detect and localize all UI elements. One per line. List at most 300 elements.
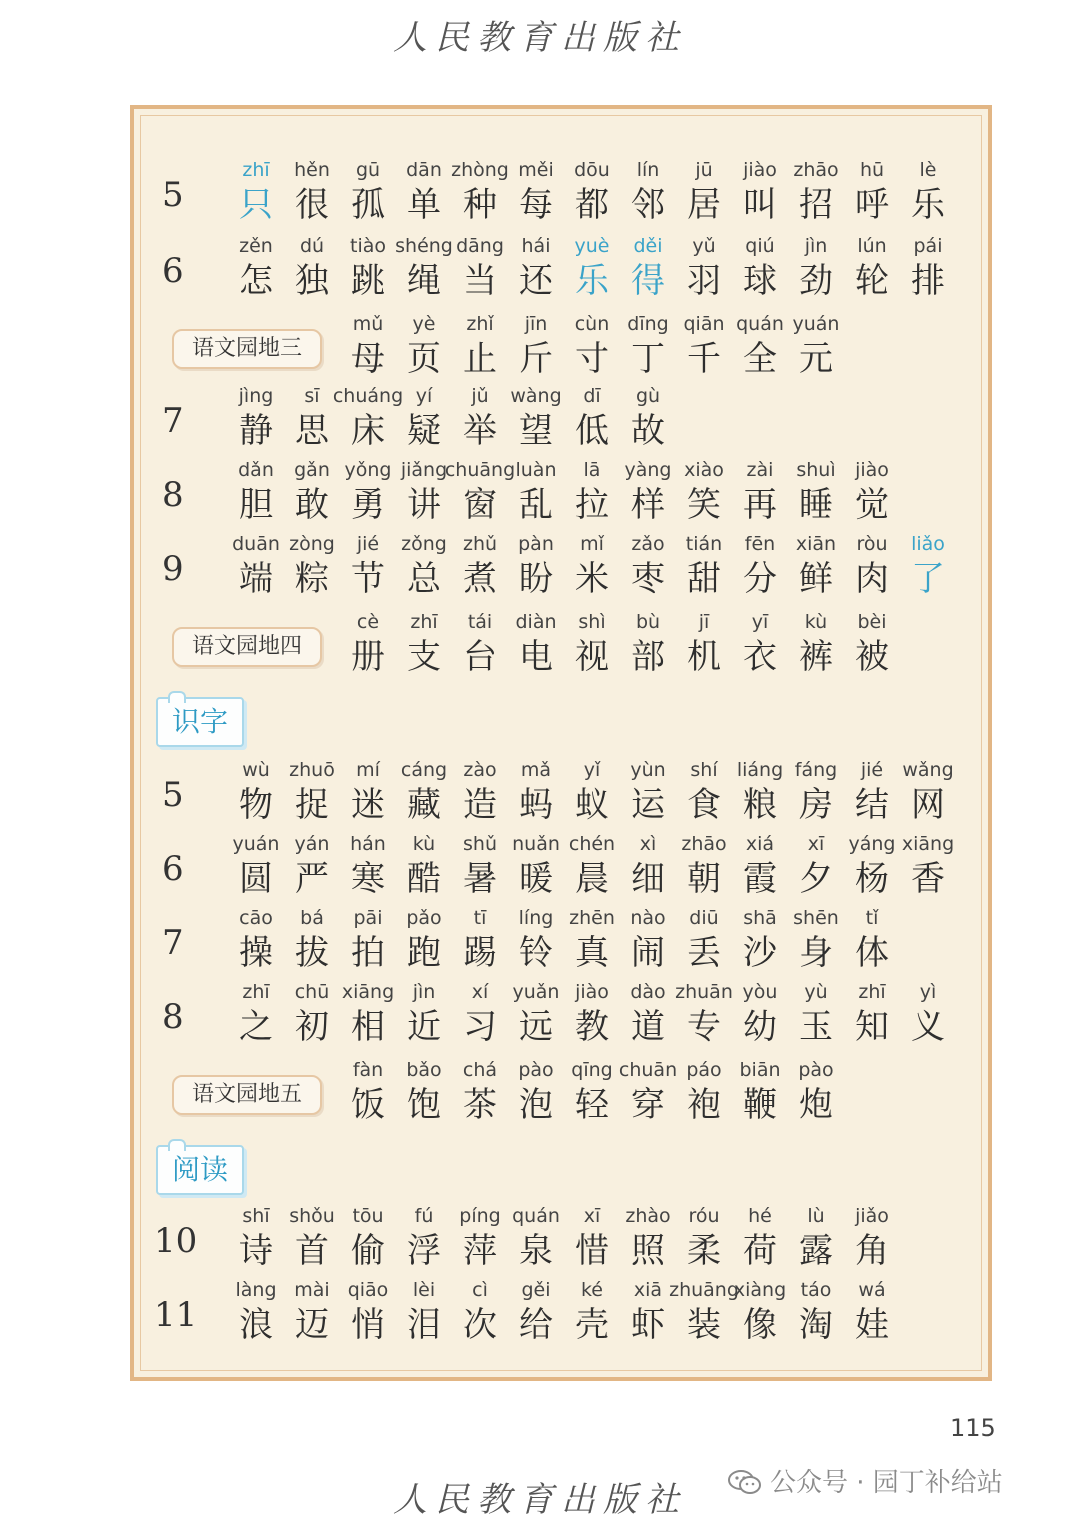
hanzi: 杨: [855, 859, 889, 899]
wechat-watermark: [728, 1462, 1003, 1502]
lesson-number: 7: [162, 401, 184, 441]
character-cell: [620, 383, 676, 453]
publisher-logo-top: 人民教育出版社: [393, 18, 687, 58]
pinyin: lā: [583, 459, 601, 481]
pinyin: xiāng: [901, 833, 955, 855]
character-cell: [900, 531, 956, 601]
hanzi: 胆: [239, 485, 273, 525]
hanzi: 铃: [519, 933, 553, 973]
hanzi: 泉: [519, 1231, 553, 1271]
pinyin: sī: [304, 385, 320, 407]
hanzi: 霞: [743, 859, 777, 899]
character-table-frame: [130, 105, 992, 1381]
hanzi: 种: [463, 185, 497, 225]
hanzi: 讲: [407, 485, 441, 525]
pinyin: táo: [800, 1279, 832, 1301]
hanzi: 居: [687, 185, 721, 225]
hanzi: 招: [799, 185, 833, 225]
pinyin: jiào: [855, 459, 889, 481]
hanzi: 夕: [799, 859, 833, 899]
hanzi: 酷: [407, 859, 441, 899]
hanzi: 羽: [687, 261, 721, 301]
pinyin: zhǐ: [466, 313, 494, 335]
character-cell: [844, 905, 900, 975]
pinyin: dú: [299, 235, 325, 257]
pinyin: jiǎo: [855, 1205, 889, 1227]
hanzi: 网: [911, 785, 945, 825]
pinyin: lún: [857, 235, 887, 257]
hanzi: 造: [463, 785, 497, 825]
pinyin: yǒng: [344, 459, 392, 481]
pinyin: quán: [736, 313, 784, 335]
pinyin: jìn: [804, 235, 828, 257]
hanzi: 怎: [239, 261, 273, 301]
hanzi: 朝: [687, 859, 721, 899]
pinyin: shǔ: [463, 833, 497, 855]
hanzi: 当: [463, 261, 497, 301]
pinyin: zhī: [410, 611, 438, 633]
hanzi: 食: [687, 785, 721, 825]
hanzi: 孤: [351, 185, 385, 225]
hanzi: 母: [351, 339, 385, 379]
pinyin: shì: [578, 611, 606, 633]
hanzi: 晨: [575, 859, 609, 899]
hanzi: 寒: [351, 859, 385, 899]
hanzi: 露: [799, 1231, 833, 1271]
pinyin: pào: [798, 1059, 834, 1081]
hanzi: 萍: [463, 1231, 497, 1271]
pinyin: mài: [294, 1279, 330, 1301]
hanzi: 再: [743, 485, 777, 525]
pinyin: cùn: [574, 313, 610, 335]
hanzi: 义: [911, 1007, 945, 1047]
pinyin: hán: [350, 833, 386, 855]
hanzi: 拉: [575, 485, 609, 525]
pinyin: cāo: [239, 907, 273, 929]
character-cell: [788, 1057, 844, 1127]
pinyin: tián: [685, 533, 723, 555]
character-row: [134, 609, 996, 679]
hanzi: 拔: [295, 933, 329, 973]
hanzi: 装: [687, 1305, 721, 1345]
pinyin: wǎng: [902, 759, 954, 781]
hanzi: 乐: [575, 261, 609, 301]
hanzi: 专: [687, 1007, 721, 1047]
watermark-text: 公众号 · 园丁补给站: [770, 1468, 1003, 1498]
pinyin: dī: [583, 385, 601, 407]
pinyin: yǐ: [583, 759, 601, 781]
pinyin: hái: [521, 235, 551, 257]
hanzi: 暑: [463, 859, 497, 899]
hanzi: 单: [407, 185, 441, 225]
hanzi: 悄: [351, 1305, 385, 1345]
pinyin: liǎo: [911, 533, 945, 555]
hanzi: 乱: [519, 485, 553, 525]
pinyin: qiān: [683, 313, 725, 335]
pinyin: zhāo: [681, 833, 727, 855]
hanzi: 角: [855, 1231, 889, 1271]
hanzi: 勇: [351, 485, 385, 525]
hanzi: 床: [351, 411, 385, 451]
chinese-garden-label: 语文园地三: [172, 329, 322, 369]
pinyin: xiào: [684, 459, 724, 481]
pinyin: lè: [919, 159, 937, 181]
character-cell: [844, 457, 900, 527]
pinyin: nuǎn: [512, 833, 560, 855]
pinyin: zào: [463, 759, 497, 781]
pinyin: páo: [686, 1059, 722, 1081]
hanzi: 呼: [855, 185, 889, 225]
pinyin: mǔ: [352, 313, 384, 335]
chinese-garden-label: 语文园地四: [172, 627, 322, 667]
hanzi: 叫: [743, 185, 777, 225]
hanzi: 香: [911, 859, 945, 899]
pinyin: měi: [518, 159, 554, 181]
pinyin: bù: [635, 611, 661, 633]
pinyin: yù: [804, 981, 828, 1003]
pinyin: pāi: [353, 907, 383, 929]
pinyin: luàn: [515, 459, 557, 481]
hanzi: 照: [631, 1231, 665, 1271]
pinyin: biān: [739, 1059, 781, 1081]
pinyin: xiāng: [341, 981, 395, 1003]
publisher-logo-bottom: 人民教育出版社: [393, 1480, 687, 1520]
pinyin: kù: [412, 833, 436, 855]
pinyin: shí: [690, 759, 718, 781]
hanzi: 排: [911, 261, 945, 301]
pinyin: jié: [356, 533, 380, 555]
hanzi: 邻: [631, 185, 665, 225]
hanzi: 暖: [519, 859, 553, 899]
hanzi: 静: [239, 411, 273, 451]
hanzi: 真: [575, 933, 609, 973]
pinyin: zhào: [625, 1205, 671, 1227]
hanzi: 部: [631, 637, 665, 677]
hanzi: 泪: [407, 1305, 441, 1345]
pinyin: zhuāng: [669, 1279, 739, 1301]
hanzi: 袍: [687, 1085, 721, 1125]
pinyin: yuán: [232, 833, 280, 855]
hanzi: 劲: [799, 261, 833, 301]
character-row: [134, 233, 996, 303]
hanzi: 册: [351, 637, 385, 677]
pinyin: wàng: [510, 385, 562, 407]
hanzi: 球: [743, 261, 777, 301]
pinyin: pái: [913, 235, 943, 257]
hanzi: 乐: [911, 185, 945, 225]
pinyin: zhēn: [569, 907, 615, 929]
lesson-number: 9: [162, 549, 184, 589]
hanzi: 荷: [743, 1231, 777, 1271]
pinyin: jū: [695, 159, 713, 181]
hanzi: 体: [855, 933, 889, 973]
pinyin: chén: [568, 833, 616, 855]
hanzi: 远: [519, 1007, 553, 1047]
hanzi: 诗: [239, 1231, 273, 1271]
pinyin: fàn: [352, 1059, 384, 1081]
character-row: [134, 531, 996, 601]
pinyin: xī: [807, 833, 825, 855]
hanzi: 斤: [519, 339, 553, 379]
pinyin: jiào: [743, 159, 777, 181]
pinyin: pào: [518, 1059, 554, 1081]
hanzi: 笑: [687, 485, 721, 525]
pinyin: ròu: [856, 533, 888, 555]
pinyin: róu: [688, 1205, 720, 1227]
lesson-number: 6: [162, 849, 184, 889]
hanzi: 视: [575, 637, 609, 677]
hanzi: 独: [295, 261, 329, 301]
pinyin: lín: [636, 159, 660, 181]
hanzi: 藏: [407, 785, 441, 825]
hanzi: 壳: [575, 1305, 609, 1345]
hanzi: 节: [351, 559, 385, 599]
hanzi: 玉: [799, 1007, 833, 1047]
character-cell: [900, 757, 956, 827]
pinyin: dān: [406, 159, 442, 181]
pinyin: dāng: [456, 235, 504, 257]
pinyin: yùn: [630, 759, 666, 781]
hanzi: 蚂: [519, 785, 553, 825]
hanzi: 给: [519, 1305, 553, 1345]
hanzi: 拍: [351, 933, 385, 973]
pinyin: cè: [356, 611, 380, 633]
hanzi: 茶: [463, 1085, 497, 1125]
hanzi: 饱: [407, 1085, 441, 1125]
pinyin: ké: [580, 1279, 603, 1301]
pinyin: tī: [473, 907, 487, 929]
hanzi: 幼: [743, 1007, 777, 1047]
hanzi: 结: [855, 785, 889, 825]
pinyin: yáng: [848, 833, 896, 855]
hanzi: 鞭: [743, 1085, 777, 1125]
hanzi: 千: [687, 339, 721, 379]
hanzi: 轮: [855, 261, 889, 301]
character-row: [134, 831, 996, 901]
pinyin: chuāng: [444, 459, 516, 481]
pinyin: qiú: [745, 235, 775, 257]
pinyin: zhī: [858, 981, 886, 1003]
pinyin: chuáng: [332, 385, 404, 407]
hanzi: 煮: [463, 559, 497, 599]
character-row: [134, 757, 996, 827]
hanzi: 初: [295, 1007, 329, 1047]
hanzi: 泡: [519, 1085, 553, 1125]
pinyin: líng: [518, 907, 554, 929]
pinyin: chū: [294, 981, 330, 1003]
pinyin: xí: [471, 981, 489, 1003]
pinyin: chuān: [618, 1059, 678, 1081]
hanzi: 敢: [295, 485, 329, 525]
hanzi: 偷: [351, 1231, 385, 1271]
lesson-number: 8: [162, 997, 184, 1037]
hanzi: 踢: [463, 933, 497, 973]
pinyin: wá: [858, 1279, 886, 1301]
pinyin: gū: [355, 159, 381, 181]
hanzi: 每: [519, 185, 553, 225]
pinyin: píng: [459, 1205, 501, 1227]
hanzi: 米: [575, 559, 609, 599]
hanzi: 电: [519, 637, 553, 677]
hanzi: 粽: [295, 559, 329, 599]
character-row: [134, 905, 996, 975]
pinyin: yè: [412, 313, 436, 335]
hanzi: 运: [631, 785, 665, 825]
pinyin: diū: [689, 907, 719, 929]
lesson-number: 6: [162, 251, 184, 291]
hanzi: 样: [631, 485, 665, 525]
character-cell: [900, 157, 956, 227]
pinyin: kù: [804, 611, 828, 633]
pinyin: fēn: [744, 533, 776, 555]
pinyin: tiào: [350, 235, 386, 257]
hanzi: 裤: [799, 637, 833, 677]
hanzi: 物: [239, 785, 273, 825]
hanzi: 被: [855, 637, 889, 677]
hanzi: 虾: [631, 1305, 665, 1345]
hanzi: 沙: [743, 933, 777, 973]
lesson-number: 5: [162, 175, 184, 215]
pinyin: gǎn: [294, 459, 330, 481]
pinyin: xiá: [745, 833, 775, 855]
pinyin: chá: [462, 1059, 498, 1081]
pinyin: yuè: [574, 235, 610, 257]
pinyin: jìng: [238, 385, 274, 407]
hanzi: 次: [463, 1305, 497, 1345]
pinyin: shuì: [796, 459, 836, 481]
pinyin: zěn: [239, 235, 273, 257]
lesson-number: 11: [154, 1295, 198, 1335]
hanzi: 总: [407, 559, 441, 599]
pinyin: dōu: [574, 159, 610, 181]
hanzi: 相: [351, 1007, 385, 1047]
pinyin: gěi: [521, 1279, 551, 1301]
hanzi: 机: [687, 637, 721, 677]
pinyin: gù: [635, 385, 661, 407]
hanzi: 全: [743, 339, 777, 379]
lesson-number: 7: [162, 923, 184, 963]
pinyin: děi: [633, 235, 663, 257]
hanzi: 只: [239, 185, 273, 225]
pinyin: zhī: [242, 981, 270, 1003]
pinyin: hū: [859, 159, 885, 181]
hanzi: 近: [407, 1007, 441, 1047]
pinyin: shéng: [395, 235, 453, 257]
pinyin: jié: [860, 759, 884, 781]
hanzi: 都: [575, 185, 609, 225]
hanzi: 睡: [799, 485, 833, 525]
hanzi: 分: [743, 559, 777, 599]
pinyin: diàn: [515, 611, 557, 633]
hanzi: 绳: [407, 261, 441, 301]
pinyin: bèi: [857, 611, 887, 633]
pinyin: quán: [512, 1205, 560, 1227]
hanzi: 很: [295, 185, 329, 225]
section-tab: 阅读: [156, 1145, 244, 1195]
pinyin: zǒng: [401, 533, 447, 555]
hanzi: 故: [631, 411, 665, 451]
hanzi: 思: [295, 411, 329, 451]
hanzi: 还: [519, 261, 553, 301]
hanzi: 习: [463, 1007, 497, 1047]
character-cell: [900, 233, 956, 303]
hanzi: 丢: [687, 933, 721, 973]
hanzi: 操: [239, 933, 273, 973]
pinyin: tái: [467, 611, 493, 633]
pinyin: xiā: [633, 1279, 663, 1301]
pinyin: shēn: [793, 907, 839, 929]
hanzi: 得: [631, 261, 665, 301]
hanzi: 饭: [351, 1085, 385, 1125]
pinyin: yǔ: [692, 235, 716, 257]
hanzi: 惜: [575, 1231, 609, 1271]
pinyin: yì: [919, 981, 937, 1003]
character-row: [134, 383, 996, 453]
pinyin: mǐ: [580, 533, 604, 555]
wechat-icon: [728, 1469, 762, 1495]
pinyin: jīn: [524, 313, 548, 335]
lesson-number: 8: [162, 475, 184, 515]
character-row: [134, 1277, 996, 1347]
character-row: [134, 157, 996, 227]
pinyin: mí: [356, 759, 380, 781]
character-row: [134, 457, 996, 527]
pinyin: yòu: [742, 981, 778, 1003]
character-cell: [900, 831, 956, 901]
character-row: [134, 1203, 996, 1273]
hanzi: 首: [295, 1231, 329, 1271]
pinyin: jī: [698, 611, 710, 633]
lesson-number: 5: [162, 775, 184, 815]
pinyin: yī: [751, 611, 769, 633]
pinyin: zhǔ: [462, 533, 498, 555]
hanzi: 低: [575, 411, 609, 451]
pinyin: xī: [583, 1205, 601, 1227]
hanzi: 细: [631, 859, 665, 899]
pinyin: wù: [242, 759, 270, 781]
hanzi: 穿: [631, 1085, 665, 1125]
hanzi: 身: [799, 933, 833, 973]
pinyin: zòng: [289, 533, 335, 555]
hanzi: 柔: [687, 1231, 721, 1271]
pinyin: zhuān: [675, 981, 733, 1003]
hanzi: 窗: [463, 485, 497, 525]
character-cell: [844, 1277, 900, 1347]
character-row: [134, 311, 996, 381]
character-row: [134, 1057, 996, 1127]
hanzi: 圆: [239, 859, 273, 899]
pinyin: zhāo: [793, 159, 839, 181]
hanzi: 觉: [855, 485, 889, 525]
hanzi: 跳: [351, 261, 385, 301]
pinyin: tōu: [352, 1205, 384, 1227]
pinyin: shā: [743, 907, 777, 929]
hanzi: 捉: [295, 785, 329, 825]
pinyin: yàng: [624, 459, 672, 481]
hanzi: 轻: [575, 1085, 609, 1125]
hanzi: 止: [463, 339, 497, 379]
hanzi: 端: [239, 559, 273, 599]
hanzi: 元: [799, 339, 833, 379]
pinyin: xì: [639, 833, 657, 855]
pinyin: zhī: [242, 159, 270, 181]
hanzi: 寸: [575, 339, 609, 379]
hanzi: 像: [743, 1305, 777, 1345]
hanzi: 淘: [799, 1305, 833, 1345]
hanzi: 页: [407, 339, 441, 379]
character-row: [134, 979, 996, 1049]
hanzi: 之: [239, 1007, 273, 1047]
